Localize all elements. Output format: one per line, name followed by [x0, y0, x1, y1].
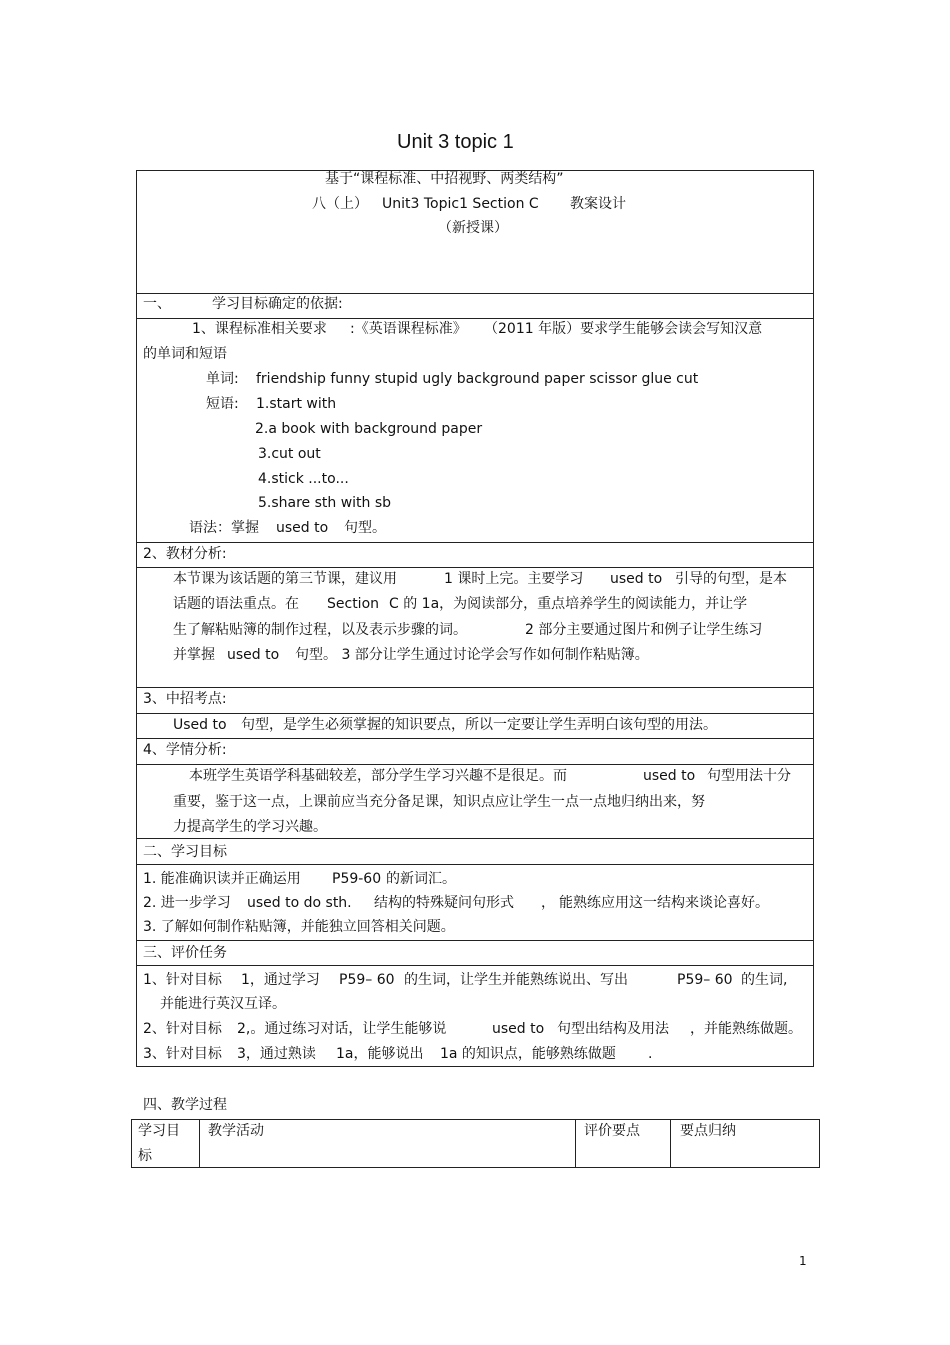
analysis-text: 引导的句型，是本: [675, 571, 787, 587]
row-divider: [136, 864, 814, 865]
header-line-2-design: 教案设计: [570, 196, 626, 212]
exam-point-structure: Used to: [173, 717, 227, 733]
process-table-border-left: [131, 1119, 132, 1168]
evaluation-item: 3、针对目标: [143, 1046, 222, 1062]
analysis-text: used to: [610, 571, 663, 587]
learning-goals-heading: 二、学习目标: [143, 844, 227, 860]
learner-analysis-text: 本班学生英语学科基础较差，部分学生学习兴趣不是很足。而: [189, 768, 567, 784]
header-line-2-grade: 八（上）: [312, 196, 368, 212]
row-divider: [136, 940, 814, 941]
row-divider: [136, 838, 814, 839]
evaluation-item: 2、针对目标: [143, 1021, 222, 1037]
grammar-suffix: 句型。: [344, 520, 386, 536]
analysis-text: 1 课时上完。主要学习: [444, 571, 584, 587]
goal-item: 能熟练应用这一结构来谈论喜好。: [559, 895, 769, 911]
phrase-item: 4.stick ...to...: [258, 471, 349, 487]
process-table-border-bottom: [131, 1167, 820, 1168]
evaluation-item: 1，通过学习: [241, 972, 320, 988]
document-title: Unit 3 topic 1: [397, 131, 514, 153]
standard-requirement: 1、课程标准相关要求: [192, 321, 327, 337]
evaluation-item: 的生词，让学生并能熟练说出、写出: [404, 972, 628, 988]
analysis-text: Section: [327, 596, 380, 612]
evaluation-item: P59– 60: [339, 972, 395, 988]
row-divider: [136, 713, 814, 714]
goal-item: 1. 能准确识读并正确运用: [143, 871, 301, 887]
process-column-divider: [575, 1119, 576, 1168]
process-column-divider: [199, 1119, 200, 1168]
grammar-label: 语法：掌握: [189, 520, 259, 536]
standard-text-cont: 的单词和短语: [143, 346, 227, 362]
analysis-text: 本节课为该话题的第三节课，建议用: [173, 571, 397, 587]
goal-item: 的新词汇。: [386, 871, 456, 887]
grammar-structure: used to: [276, 520, 329, 536]
row-divider: [136, 293, 814, 294]
analysis-text: 并掌握: [173, 647, 215, 663]
evaluation-item: 并能进行英汉互译。: [160, 996, 286, 1012]
words-label: 单词:: [206, 371, 239, 387]
standard-source: :《英语课程标准》: [350, 321, 467, 337]
goal-item: 3. 了解如何制作粘贴簿，并能独立回答相关问题。: [143, 919, 455, 935]
table-border-right: [813, 170, 814, 1067]
section-1-number: 一、: [143, 296, 171, 312]
exam-point-text: 句型，是学生必须掌握的知识要点，所以一定要让学生弄明白该句型的用法。: [241, 717, 717, 733]
header-line-2-unit: Unit3 Topic1 Section C: [382, 196, 539, 212]
evaluation-item: 的生词,: [741, 972, 788, 988]
evaluation-item: 1、针对目标: [143, 972, 222, 988]
row-divider: [136, 738, 814, 739]
evaluation-item: used to: [492, 1021, 545, 1037]
analysis-text: 生了解粘贴簿的制作过程，以及表示步骤的词。: [173, 622, 467, 638]
evaluation-item: 2,。通过练习对话，让学生能够说: [237, 1021, 447, 1037]
table-border-left: [136, 170, 137, 1067]
goal-item: used to do sth.: [247, 895, 352, 911]
goal-item: ，: [541, 895, 555, 911]
goal-item: P59-60: [332, 871, 382, 887]
table-border-bottom: [136, 1066, 814, 1067]
page-number: 1: [799, 1254, 807, 1268]
process-table-border-top: [131, 1119, 820, 1120]
process-col-activity: 教学活动: [208, 1123, 264, 1139]
standard-text: （2011 年版）要求学生能够会读会写知汉意: [484, 321, 763, 337]
analysis-text: used to: [227, 647, 280, 663]
analysis-text: 句型。 3 部分让学生通过讨论学会写作如何制作粘贴簿。: [295, 647, 649, 663]
learner-analysis-text: 力提高学生的学习兴趣。: [173, 819, 327, 835]
goal-item: 2. 进一步学习: [143, 895, 231, 911]
phrase-item: 3.cut out: [258, 446, 321, 462]
evaluation-item: 1a，能够说出: [336, 1046, 424, 1062]
row-divider: [136, 687, 814, 688]
learner-analysis-text: used to: [643, 768, 696, 784]
header-line-1: 基于“课程标准、中招视野、两类结构”: [325, 171, 564, 187]
evaluation-heading: 三、评价任务: [143, 945, 227, 961]
process-col-summary: 要点归纳: [680, 1123, 736, 1139]
phrase-item: 5.share sth with sb: [258, 495, 392, 511]
phrase-item: 1.start with: [256, 396, 337, 412]
evaluation-item: P59– 60: [677, 972, 733, 988]
row-divider: [136, 567, 814, 568]
evaluation-item: ，并能熟练做题。: [690, 1021, 802, 1037]
row-divider: [136, 318, 814, 319]
evaluation-item: 1a 的知识点，能够熟练做题: [440, 1046, 616, 1062]
phrases-label: 短语:: [206, 396, 239, 412]
goal-item: 结构的特殊疑问句形式: [374, 895, 514, 911]
analysis-text: 2 部分主要通过图片和例子让学生练习: [525, 622, 763, 638]
row-divider: [136, 965, 814, 966]
evaluation-item: .: [648, 1046, 653, 1062]
learner-analysis-text: 重要，鉴于这一点，上课前应当充分备足课，知识点应让学生一点一点地归纳出来，努: [173, 794, 705, 810]
section-4-heading: 4、学情分析:: [143, 742, 227, 758]
row-divider: [136, 764, 814, 765]
teaching-process-heading: 四、教学过程: [143, 1097, 227, 1113]
process-col-goal-cont: 标: [138, 1148, 152, 1164]
phrase-item: 2.a book with background paper: [255, 421, 483, 437]
process-table-border-right: [819, 1119, 820, 1168]
process-column-divider: [670, 1119, 671, 1168]
section-1-heading: 学习目标确定的依据:: [212, 296, 343, 312]
evaluation-item: 句型出结构及用法: [557, 1021, 669, 1037]
words-list: friendship funny stupid ugly background paper scissor glue cut: [256, 371, 699, 387]
evaluation-item: 3，通过熟读: [237, 1046, 316, 1062]
section-3-heading: 3、中招考点:: [143, 691, 227, 707]
analysis-text: C 的 1a，为阅读部分，重点培养学生的阅读能力，并让学: [389, 596, 748, 612]
process-col-evaluation: 评价要点: [584, 1123, 640, 1139]
section-2-heading: 2、教材分析:: [143, 546, 227, 562]
row-divider: [136, 542, 814, 543]
header-line-3: （新授课）: [438, 220, 508, 236]
process-col-goal: 学习目: [138, 1123, 180, 1139]
learner-analysis-text: 句型用法十分: [707, 768, 791, 784]
analysis-text: 话题的语法重点。在: [173, 596, 299, 612]
